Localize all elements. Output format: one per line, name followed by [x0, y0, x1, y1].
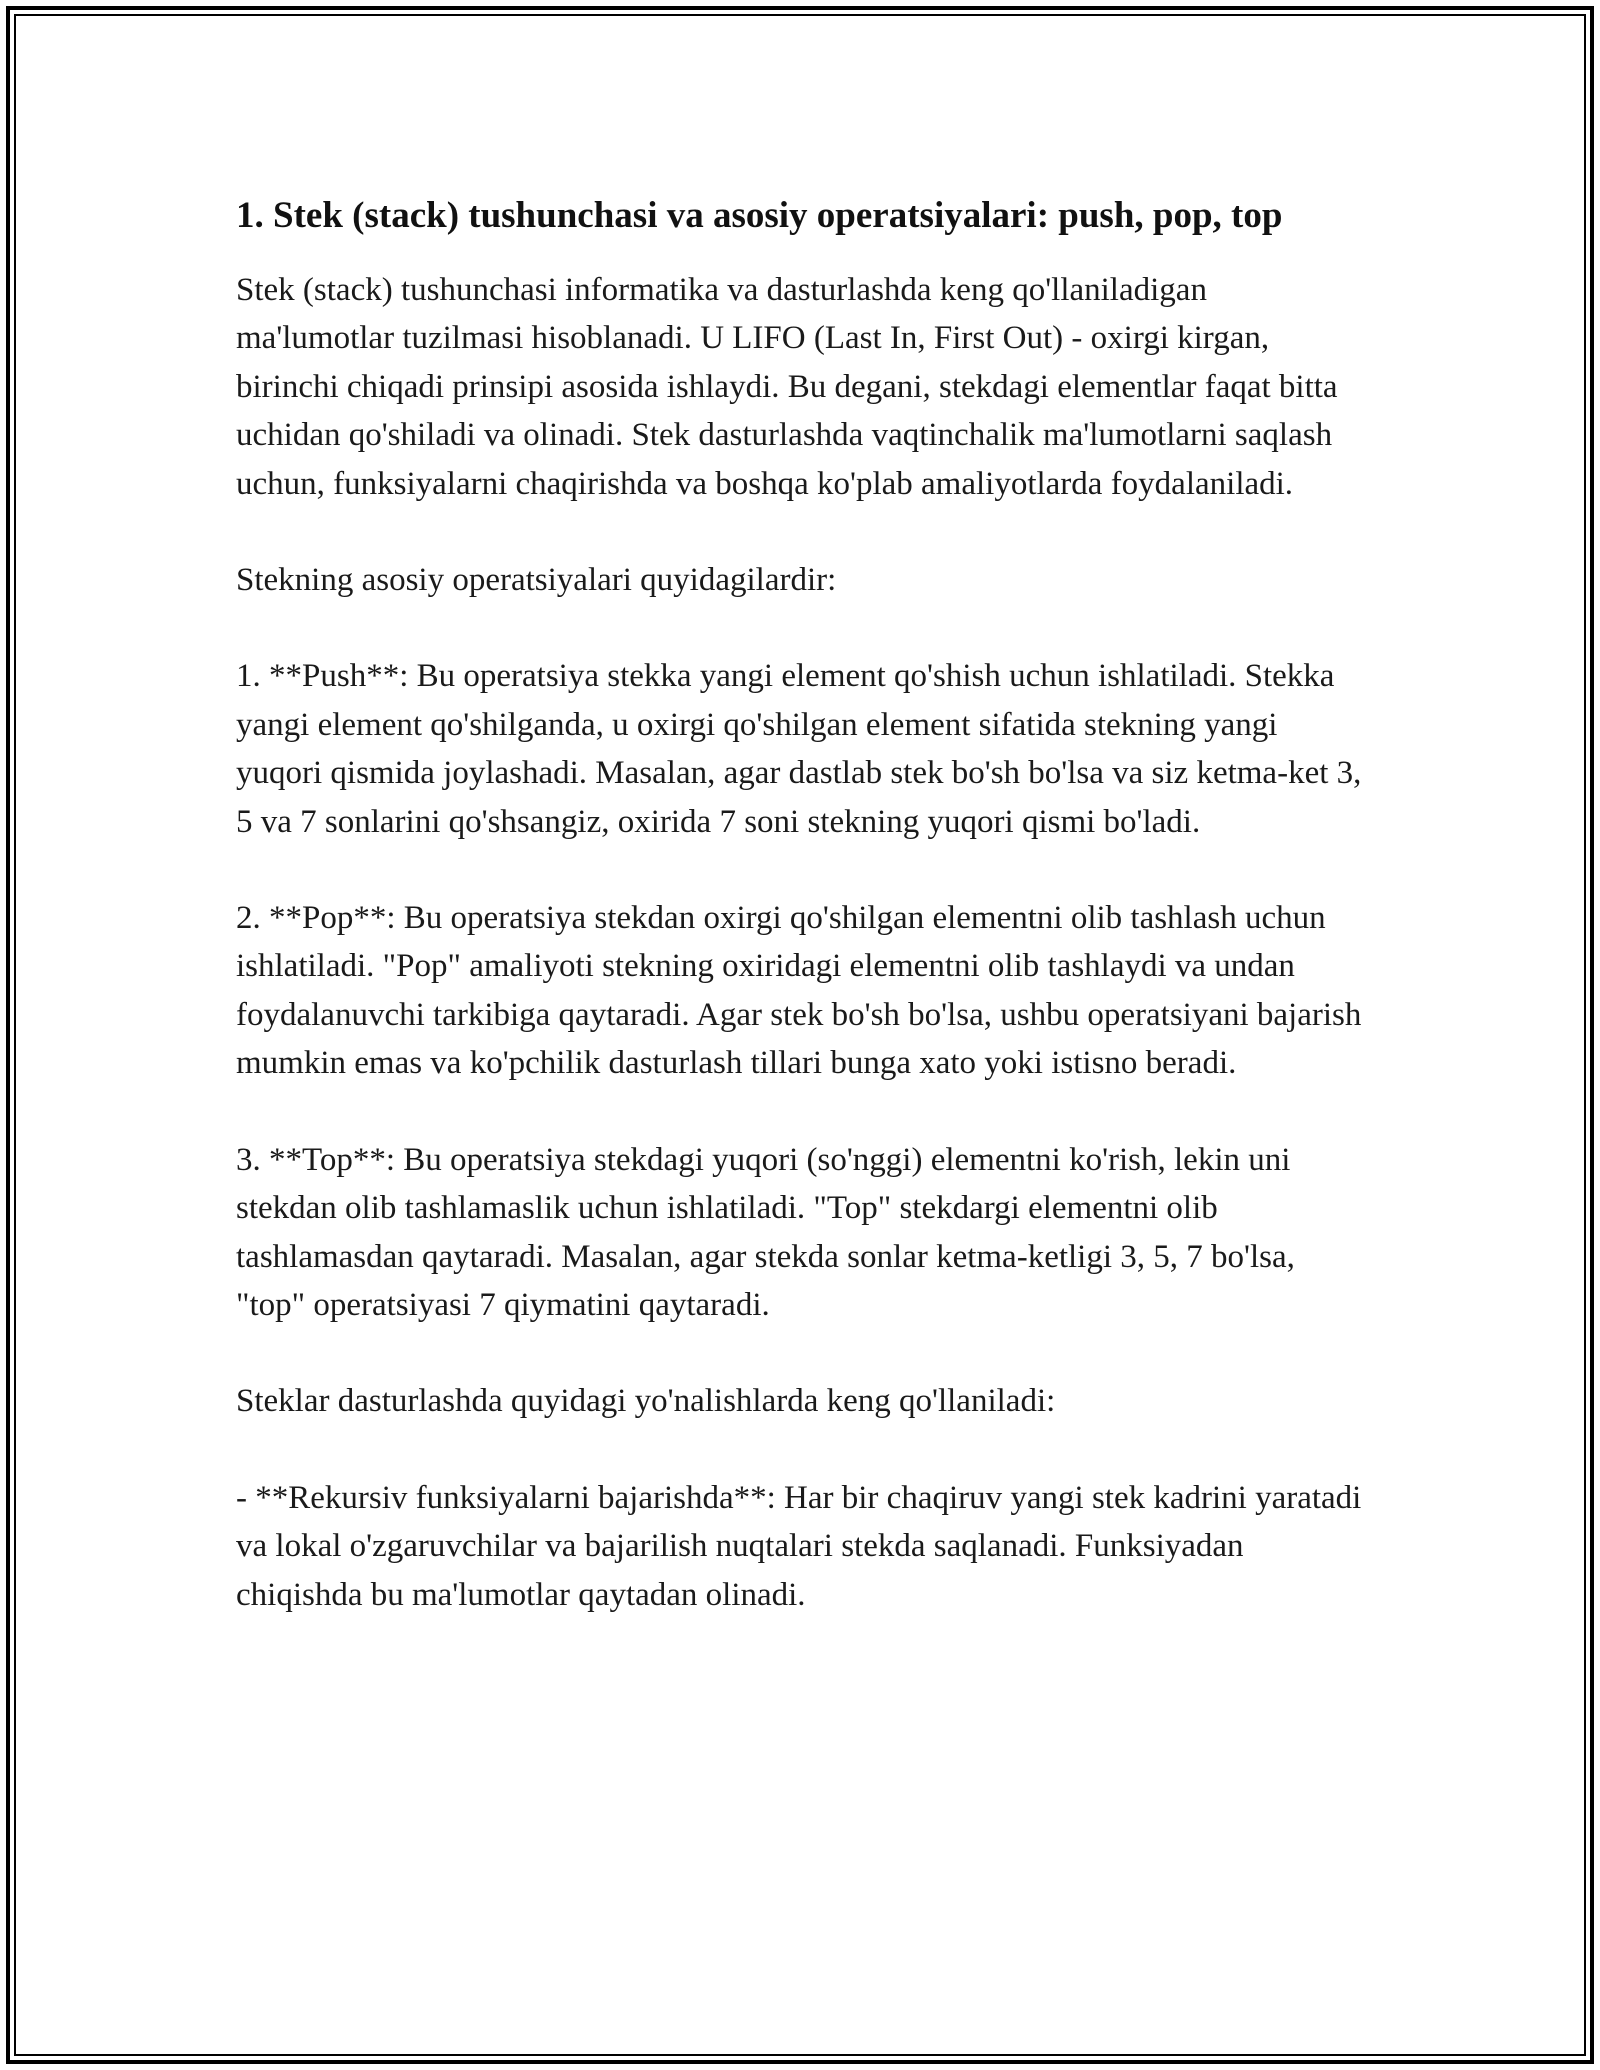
paragraph-top: 3. **Top**: Bu operatsiya stekdagi yuqori (so'nggi) elementni ko'rish, lekin uni stekdan olib tashlamaslik uchun ishlatiladi. "Top" stekdargi elementni olib tashlamasdan qaytaradi. Masalan, agar stekda sonlar ketma-ketligi 3, 5, 7 bo'lsa, "top" operatsiyasi 7 qiymatini qaytaradi.: [236, 1141, 1295, 1323]
paragraph-recursion: - **Rekursiv funksiyalarni bajarishda**: Har bir chaqiruv yangi stek kadrini yaratadi va lokal o'zgaruvchilar va bajarilish nuqtalari stekda saqlanadi. Funksiyadan chiqishda bu ma'lumotlar qaytadan olinadi.: [236, 1479, 1362, 1613]
section-heading: 1. Stek (stack) tushunchasi va asosiy operatsiyalari: push, pop, top: [236, 195, 1283, 236]
paragraph-intro: Stek (stack) tushunchasi informatika va dasturlashda keng qo'llaniladigan ma'lumotlar tuzilmasi hisoblanadi. U LIFO (Last In, First Out) - oxirgi kirgan, birinchi chiqadi prinsipi asosida ishlaydi. Bu degani, stekdagi elementlar faqat bitta uchidan qo'shiladi va olinadi. Stek dasturlashda vaqtinchalik ma'lumotlarni saqlash uchun, funksiyalarni chaqirishda va boshqa ko'plab amaliyotlarda foydalaniladi.: [236, 272, 1338, 502]
paragraph-operations-intro: Stekning asosiy operatsiyalari quyidagilardir:: [236, 562, 837, 599]
paragraph-pop: 2. **Pop**: Bu operatsiya stekdan oxirgi qo'shilgan elementni olib tashlash uchun ishlatiladi. "Pop" amaliyoti stekning oxiridagi elementni olib tashlaydi va undan foydalanuvchi tarkibiga qaytaradi. Agar stek bo'sh bo'lsa, ushbu operatsiyani bajarish mumkin emas va ko'pchilik dasturlash tillari bunga xato yoki istisno beradi.: [236, 900, 1362, 1082]
paragraph-push: 1. **Push**: Bu operatsiya stekka yangi element qo'shish uchun ishlatiladi. Stekka yangi element qo'shilganda, u oxirgi qo'shilgan element sifatida stekning yangi yuqori qismida joylashadi. Masalan, agar dastlab stek bo'sh bo'lsa va siz ketma-ket 3, 5 va 7 sonlarini qo'shsangiz, oxirida 7 soni stekning yuqori qismi bo'ladi.: [236, 658, 1362, 840]
document-body: [236, 188, 1366, 1667]
paragraph-uses-intro: Steklar dasturlashda quyidagi yo'nalishlarda keng qo'llaniladi:: [236, 1383, 1056, 1420]
